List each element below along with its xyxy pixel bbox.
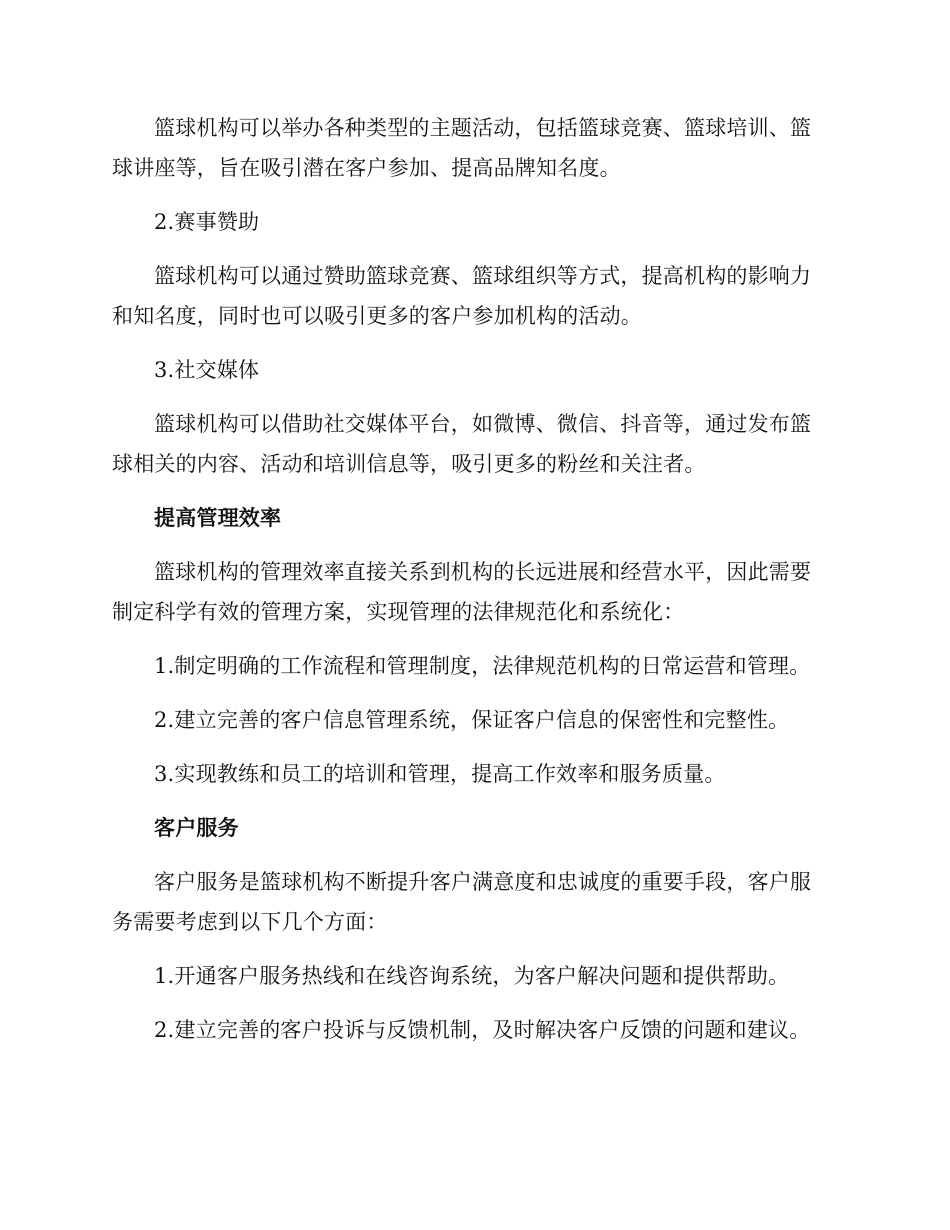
list-item-customer-info-system: 2.建立完善的客户信息管理系统，保证客户信息的保密性和完整性。 [154, 708, 790, 732]
list-item-hotline: 1.开通客户服务热线和在线咨询系统，为客户解决问题和提供帮助。 [154, 964, 790, 988]
section-heading-customer-service: 客户服务 [154, 816, 239, 840]
paragraph-social-media: 篮球机构可以借助社交媒体平台，如微博、微信、抖音等，通过发布篮球相关的内容、活动和培训信息等，吸引更多的粉丝和关注者。 [112, 412, 812, 476]
paragraph-theme-activities: 篮球机构可以举办各种类型的主题活动，包括篮球竞赛、篮球培训、篮球讲座等，旨在吸引潜在客户参加、提高品牌知名度。 [112, 116, 812, 180]
document-body [112, 108, 832, 1050]
subheading-social-media: 3.社交媒体 [154, 358, 260, 382]
paragraph-customer-service: 客户服务是篮球机构不断提升客户满意度和忠诚度的重要手段，客户服务需要考虑到以下几个方面： [112, 870, 812, 934]
list-item-feedback: 2.建立完善的客户投诉与反馈机制，及时解决客户反馈的问题和建议。 [154, 1018, 811, 1042]
list-item-workflow: 1.制定明确的工作流程和管理制度，法律规范机构的日常运营和管理。 [154, 654, 811, 678]
paragraph-management-efficiency: 篮球机构的管理效率直接关系到机构的长远进展和经营水平，因此需要制定科学有效的管理方案，实现管理的法律规范化和系统化： [112, 560, 812, 624]
subheading-event-sponsorship: 2.赛事赞助 [154, 210, 260, 234]
section-heading-management-efficiency: 提高管理效率 [154, 506, 282, 530]
paragraph-sponsorship: 篮球机构可以通过赞助篮球竞赛、篮球组织等方式，提高机构的影响力和知名度，同时也可以吸引更多的客户参加机构的活动。 [112, 264, 812, 328]
list-item-staff-training: 3.实现教练和员工的培训和管理，提高工作效率和服务质量。 [154, 762, 726, 786]
